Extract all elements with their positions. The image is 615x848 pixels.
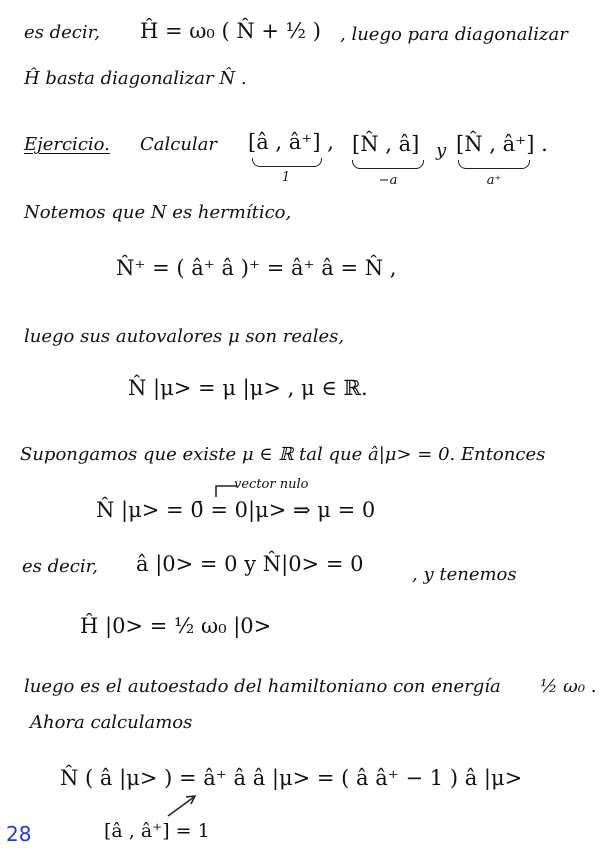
text-ahora-calculamos: Ahora calculamos — [30, 712, 193, 733]
text-energia-valor: ½ ω₀ . — [540, 676, 597, 697]
equation-eigenvalue: N̂ |μ> = μ |μ> , μ ∈ ℝ. — [128, 376, 368, 400]
text-es-decir-1: es decir, — [24, 22, 100, 43]
ejercicio-text: Calcular — [140, 134, 218, 155]
commutator-n-a: [N̂ , â] — [352, 132, 420, 156]
text-notemos: Notemos que N es hermítico, — [24, 202, 292, 223]
underbrace-label-1: 1 — [281, 170, 291, 185]
annotation-vector-nulo: vector nulo — [234, 477, 309, 492]
equation-hamiltonian: Ĥ = ω₀ ( N̂ + ½ ) — [140, 19, 321, 43]
page-number: 28 — [6, 822, 32, 846]
equation-ground-state: â |0> = 0 y N̂|0> = 0 — [136, 552, 364, 576]
ejercicio-label: Ejercicio. — [24, 134, 110, 155]
equation-ground-energy: Ĥ |0> = ½ ω₀ |0> — [80, 614, 272, 638]
text-autoestado: luego es el autoestado del hamiltoniano con energía — [24, 676, 501, 697]
text-y-tenemos: , y tenemos — [412, 564, 517, 585]
equation-hermitian: N̂⁺ = ( â⁺ â )⁺ = â⁺ â = N̂ , — [116, 256, 397, 280]
equation-commutator-one: [â , â⁺] = 1 — [104, 820, 210, 842]
equation-n-a-mu: N̂ ( â |μ> ) = â⁺ â â |μ> = ( â â⁺ − 1 ) â |μ> — [60, 766, 523, 790]
text-y: y — [436, 140, 447, 161]
text-basta-diagonalizar: Ĥ basta diagonalizar N̂ . — [24, 68, 247, 89]
text-es-decir-2: es decir, — [22, 556, 98, 577]
commutator-a-adag: [â , â⁺] , — [248, 130, 334, 154]
text-luego-diagonalizar: , luego para diagonalizar — [340, 24, 568, 45]
text-autovalores: luego sus autovalores μ son reales, — [24, 326, 345, 347]
commutator-n-adag: [N̂ , â⁺] . — [456, 132, 548, 156]
equation-zero-eigenvalue: N̂ |μ> = 0̄ = 0|μ> ⇒ μ = 0 — [96, 498, 376, 522]
text-supongamos: Supongamos que existe μ ∈ ℝ tal que â|μ> = 0. Entonces — [20, 444, 546, 465]
underbrace-label-2: −a — [378, 173, 398, 188]
underbrace-label-3: a⁺ — [486, 173, 502, 188]
